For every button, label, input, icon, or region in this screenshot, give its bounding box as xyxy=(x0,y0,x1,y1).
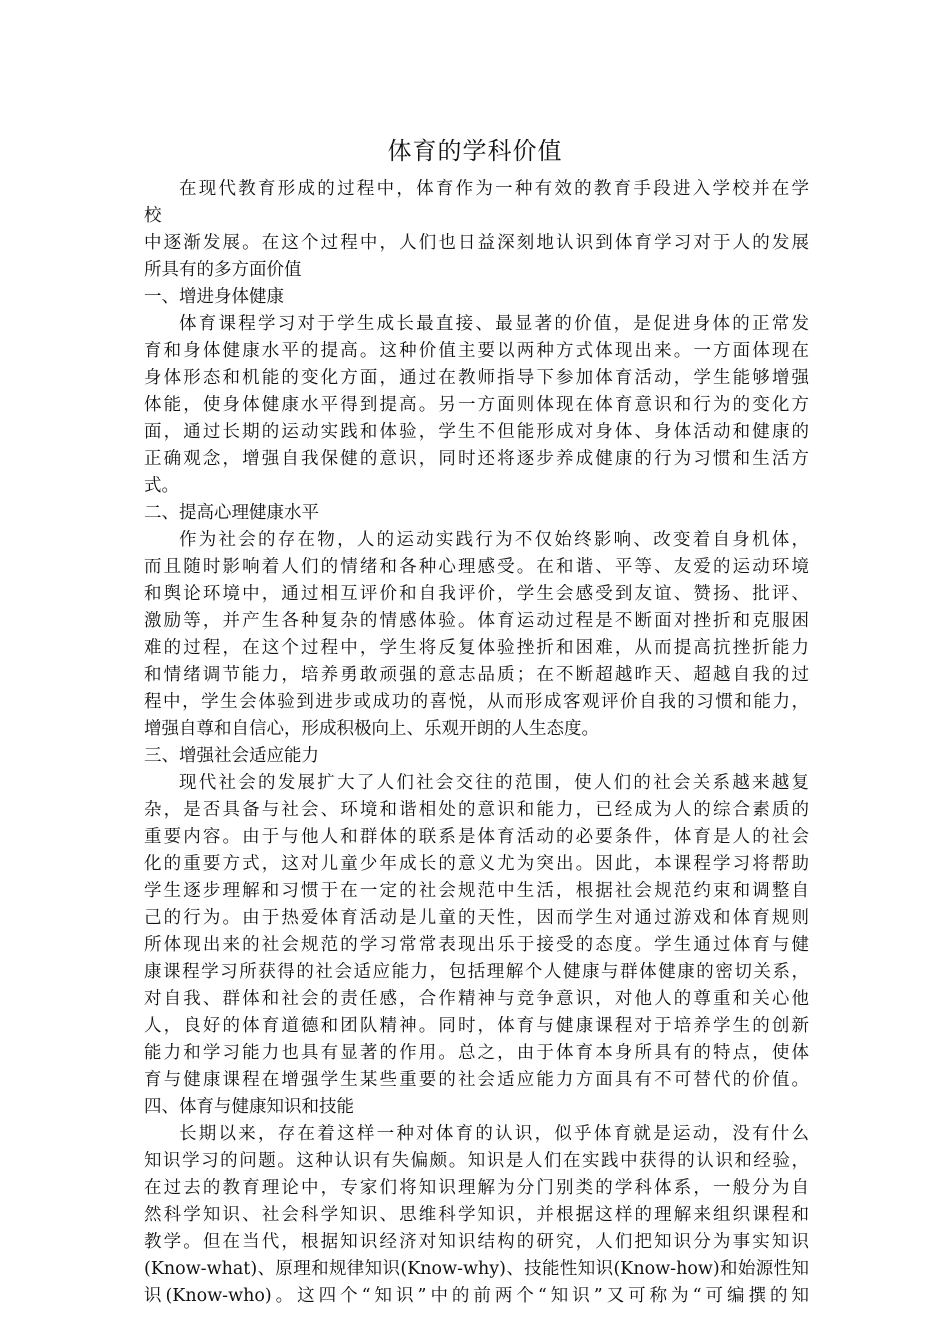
paragraph-line: 中逐渐发展。在这个过程中，人们也日益深刻地认识到体育学习对于人的发展 xyxy=(144,233,809,253)
paragraph-line: 康课程学习所获得的社会适应能力，包括理解个人健康与群体健康的密切关系， xyxy=(144,962,809,982)
paragraph-line: 能力和学习能力也具有显著的作用。总之，由于体育本身所具有的特点，使体 xyxy=(144,1043,809,1063)
paragraph-line: 知识学习的问题。这种认识有失偏颇。知识是人们在实践中获得的认识和经验， xyxy=(144,1151,809,1171)
paragraph-line: 体育课程学习对于学生成长最直接、最显著的价值，是促进身体的正常发 xyxy=(179,314,809,334)
paragraph-line: 杂，是否具备与社会、环境和谐相处的意识和能力，已经成为人的综合素质的 xyxy=(144,800,809,820)
paragraph-line: 校 xyxy=(144,206,162,226)
paragraph-line: 所具有的多方面价值 xyxy=(144,260,302,280)
paragraph-line: 化的重要方式，这对儿童少年成长的意义尤为突出。因此，本课程学习将帮助 xyxy=(144,854,809,874)
paragraph-line: 增强自尊和自信心，形成积极向上、乐观开朗的人生态度。 xyxy=(144,719,599,739)
paragraph-line: 在过去的教育理论中，专家们将知识理解为分门别类的学科体系，一般分为自 xyxy=(144,1178,809,1198)
paragraph-line: 身体形态和机能的变化方面，通过在教师指导下参加体育活动，学生能够增强 xyxy=(144,368,809,388)
section-heading: 三、增强社会适应能力 xyxy=(144,746,319,766)
section-heading: 四、体育与健康知识和技能 xyxy=(144,1097,354,1117)
paragraph-line: 在现代教育形成的过程中，体育作为一种有效的教育手段进入学校并在学 xyxy=(179,179,809,199)
document-title: 体育的学科价值 xyxy=(387,137,563,165)
paragraph-line: 识(Know-who)。这四个“知识”中的前两个“知识”又可称为“可编撰的知 xyxy=(144,1286,809,1306)
paragraph-line: 和舆论环境中，通过相互评价和自我评价，学生会感受到友谊、赞扬、批评、 xyxy=(144,584,809,604)
paragraph-line: 然科学知识、社会科学知识、思维科学知识，并根据这样的理解来组织课程和 xyxy=(144,1205,809,1225)
paragraph-line: 和情绪调节能力，培养勇敢顽强的意志品质；在不断超越昨天、超越自我的过 xyxy=(144,665,809,685)
paragraph-line: 长期以来，存在着这样一种对体育的认识，似乎体育就是运动，没有什么 xyxy=(179,1124,809,1144)
paragraph-line: 育和身体健康水平的提高。这种价值主要以两种方式体现出来。一方面体现在 xyxy=(144,341,809,361)
paragraph-line: 学生逐步理解和习惯于在一定的社会规范中生活，根据社会规范约束和调整自 xyxy=(144,881,809,901)
paragraph-line: 体能，使身体健康水平得到提高。另一方面则体现在体育意识和行为的变化方 xyxy=(144,395,809,415)
paragraph-line: 程中，学生会体验到进步或成功的喜悦，从而形成客观评价自我的习惯和能力， xyxy=(144,692,809,712)
paragraph-line: 育与健康课程在增强学生某些重要的社会适应能力方面具有不可替代的价值。 xyxy=(144,1070,809,1090)
paragraph-line: 难的过程，在这个过程中，学生将反复体验挫折和困难，从而提高抗挫折能力 xyxy=(144,638,809,658)
paragraph-line: 己的行为。由于热爱体育活动是儿童的天性，因而学生对通过游戏和体育规则 xyxy=(144,908,809,928)
paragraph-line: 现代社会的发展扩大了人们社会交往的范围，使人们的社会关系越来越复 xyxy=(179,773,809,793)
paragraph-line: 作为社会的存在物，人的运动实践行为不仅始终影响、改变着自身机体， xyxy=(179,530,809,550)
paragraph-line: 教学。但在当代，根据知识经济对知识结构的研究，人们把知识分为事实知识 xyxy=(144,1232,809,1252)
document-body xyxy=(144,176,809,1310)
paragraph-line: (Know-what)、原理和规律知识(Know-why)、技能性知识(Know-how)和始源性知 xyxy=(144,1259,809,1279)
paragraph-line: 所体现出来的社会规范的学习常常表现出乐于接受的态度。学生通过体育与健 xyxy=(144,935,809,955)
section-heading: 一、增进身体健康 xyxy=(144,287,284,307)
paragraph-line: 对自我、群体和社会的责任感，合作精神与竞争意识，对他人的尊重和关心他 xyxy=(144,989,809,1009)
paragraph-line: 式。 xyxy=(144,476,179,496)
section-heading: 二、提高心理健康水平 xyxy=(144,503,319,523)
paragraph-line: 激励等，并产生各种复杂的情感体验。体育运动过程是不断面对挫折和克服困 xyxy=(144,611,809,631)
paragraph-line: 而且随时影响着人们的情绪和各种心理感受。在和谐、平等、友爱的运动环境 xyxy=(144,557,809,577)
paragraph-line: 正确观念，增强自我保健的意识，同时还将逐步养成健康的行为习惯和生活方 xyxy=(144,449,809,469)
paragraph-line: 人，良好的体育道德和团队精神。同时，体育与健康课程对于培养学生的创新 xyxy=(144,1016,809,1036)
paragraph-line: 面，通过长期的运动实践和体验，学生不但能形成对身体、身体活动和健康的 xyxy=(144,422,809,442)
paragraph-line: 重要内容。由于与他人和群体的联系是体育活动的必要条件，体育是人的社会 xyxy=(144,827,809,847)
